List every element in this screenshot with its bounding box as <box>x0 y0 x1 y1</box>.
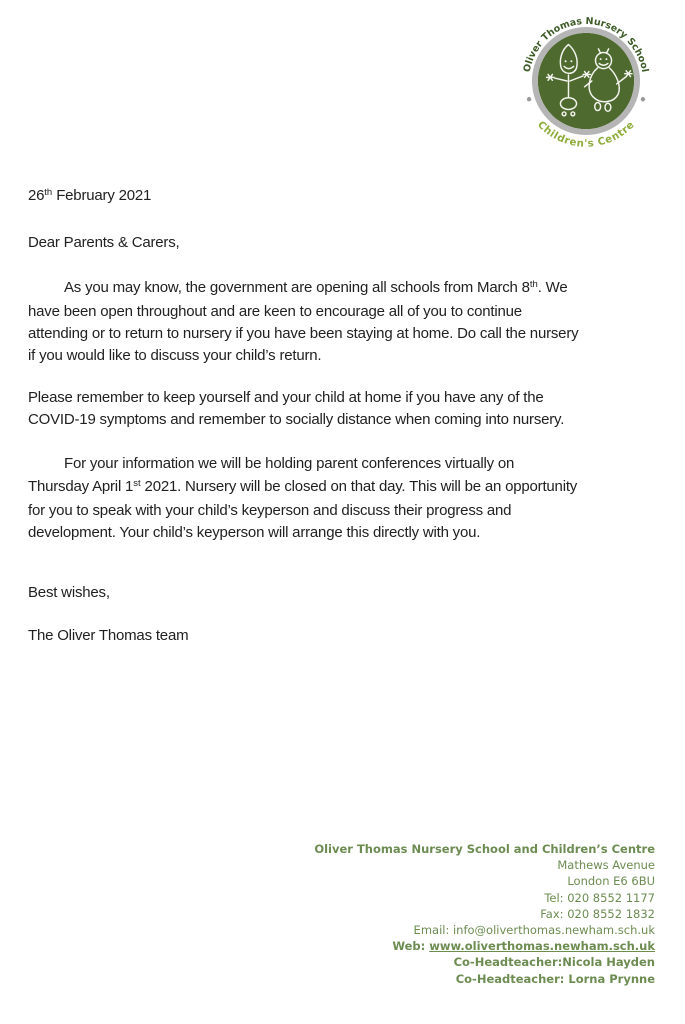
letter-line: if you would like to discuss your child’s return. <box>28 347 322 365</box>
letter-line: development. Your child’s keyperson will arrange this directly with you. <box>28 524 481 542</box>
paragraph-parent-conferences <box>28 453 657 544</box>
letter-body <box>28 0 657 647</box>
letter-line: As you may know, the government are opening all schools from March 8th. We <box>64 278 568 296</box>
footer-web-link[interactable]: www.oliverthomas.newham.sch.uk <box>429 939 655 954</box>
letter-line: for you to speak with your child’s keyperson and discuss their progress and <box>28 501 512 519</box>
letter-line: Thursday April 1st 2021. Nursery will be closed on that day. This will be an opportunity <box>28 477 578 495</box>
letter-line: attending or to return to nursery if you have been staying at home. Do call the nursery <box>28 325 579 343</box>
footer-fax: Fax: 020 8552 1832 <box>540 906 655 921</box>
ordinal-superscript: th <box>529 278 538 290</box>
footer-co-headteacher-2: Co-Headteacher: Lorna Prynne <box>455 971 655 986</box>
salutation: Dear Parents & Carers, <box>28 234 180 252</box>
letter-line: COVID-19 symptoms and remember to socially distance when coming into nursery. <box>28 411 565 429</box>
letter-date: 26th February 2021 <box>28 187 152 204</box>
paragraph-covid-reminder <box>28 387 657 432</box>
date-ordinal-superscript: th <box>44 187 53 198</box>
footer-email: Email: info@oliverthomas.newham.sch.uk <box>413 923 655 938</box>
letter-line: have been open throughout and are keen to encourage all of you to continue <box>28 302 522 320</box>
ordinal-superscript: st <box>133 477 141 489</box>
footer-web-label: Web: <box>392 939 430 954</box>
letter-line: For your information we will be holding parent conferences virtually on <box>64 455 515 473</box>
paragraph-reopening <box>28 277 657 368</box>
footer-org-name: Oliver Thomas Nursery School and Children’s Centre <box>314 842 655 856</box>
contact-footer <box>314 841 655 987</box>
logo-bottom-text: Children's Centre <box>535 119 637 150</box>
signature: The Oliver Thomas team <box>28 626 189 644</box>
letter-line: Please remember to keep yourself and your child at home if you have any of the <box>28 388 544 406</box>
closing: Best wishes, <box>28 583 110 601</box>
footer-street: Mathews Avenue <box>557 858 655 873</box>
footer-co-headteacher-1: Co-Headteacher:Nicola Hayden <box>453 955 655 970</box>
footer-web-line <box>314 938 655 954</box>
logo-top-text: Oliver Thomas Nursery School <box>521 15 651 74</box>
footer-tel: Tel: 020 8552 1177 <box>544 890 655 905</box>
footer-city: London E6 6BU <box>567 874 655 889</box>
